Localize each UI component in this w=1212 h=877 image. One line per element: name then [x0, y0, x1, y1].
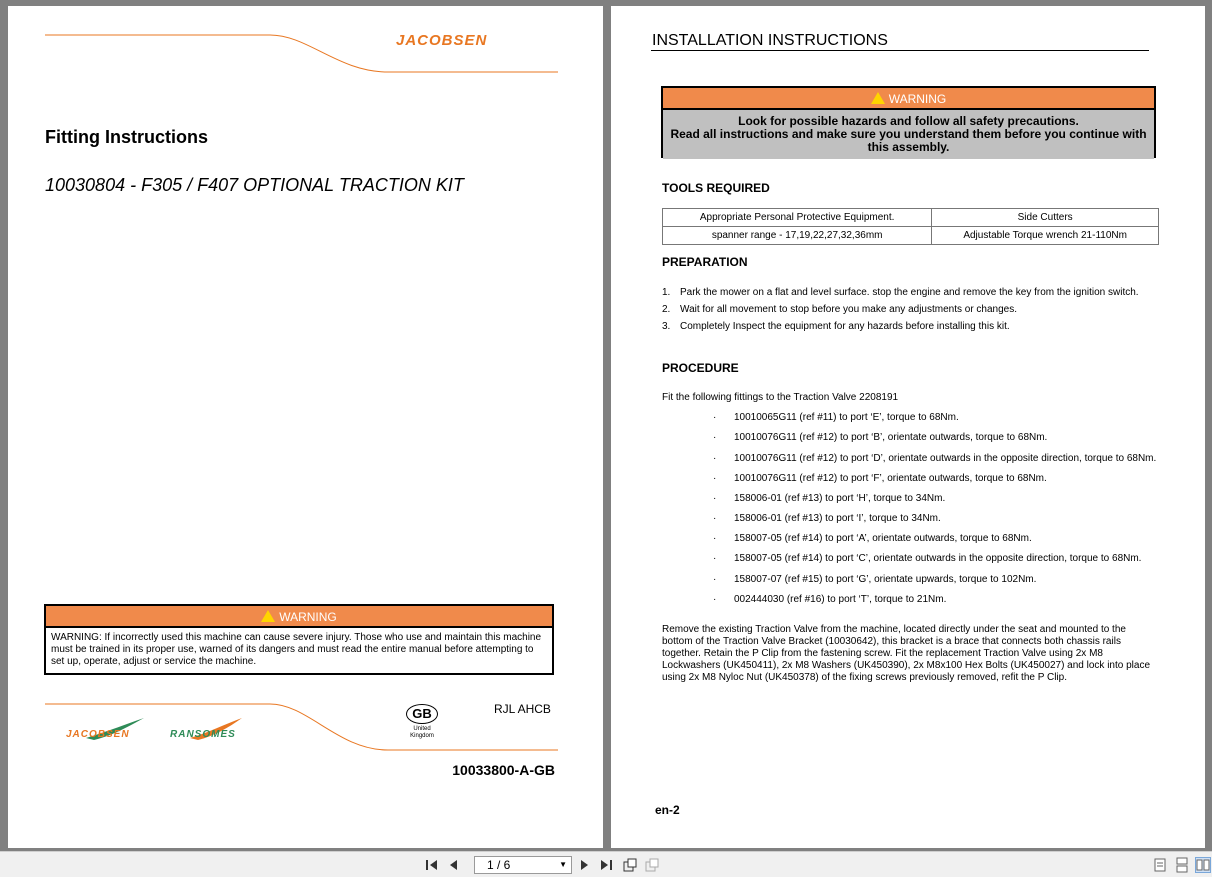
preparation-heading: PREPARATION	[662, 255, 748, 269]
chevron-down-icon: ▼	[559, 860, 567, 869]
tools-heading: TOOLS REQUIRED	[662, 181, 770, 195]
jacobsen-logo: JACOBSEN	[396, 32, 488, 49]
page-title: Fitting Instructions	[45, 127, 208, 147]
rotate-icon[interactable]	[622, 857, 638, 873]
installation-title: INSTALLATION INSTRUCTIONS	[652, 32, 888, 49]
jacobsen-footer-logo: JACOBSEN	[66, 729, 130, 740]
procedure-paragraph: Remove the existing Traction Valve from the machine, located directly under the seat and mounted to the bottom of the Traction Valve Bracket (10030642), this bracket is a brace that connects both chassis rails together. Retain the P Clip from the fastening screw. Fit the replacement Traction Valve using 2x M8 Lockwashers (UK450411), 2x M8 Washers (UK450390), 2x M8x100 Hex Bolts (UK450027) and lock into place using 2x M8 Nyloc Nut (UK450378) of the fixing screws previously removed, refit the P Clip.	[662, 624, 1151, 683]
table-row	[663, 209, 1159, 227]
last-page-icon[interactable]	[598, 857, 614, 873]
title-underline	[651, 50, 1149, 51]
table-cell: Side Cutters	[932, 209, 1159, 227]
table-cell: Adjustable Torque wrench 21-110Nm	[932, 227, 1159, 245]
warning-triangle-icon	[871, 92, 885, 104]
procedure-heading: PROCEDURE	[662, 361, 739, 375]
list-item: 3. Completely Inspect the equipment for any hazards before installing this kit.	[662, 321, 1010, 332]
ransomes-footer-logo: RANSOMES	[170, 729, 236, 740]
warning-triangle-icon	[261, 610, 275, 622]
prev-page-icon[interactable]	[446, 857, 462, 873]
table-row	[663, 227, 1159, 245]
document-code: 10033800-A-GB	[452, 762, 555, 778]
install-warning-header: WARNING	[663, 88, 1154, 110]
document-page-right: INSTALLATION INSTRUCTIONS WARNING Look for possible hazards and follow all safety precautions. Read all instructions and make sure you understand them before you continue with this assembly. TOOLS REQUIRED Appropriate Personal Protective Equipment. Side Cutters spanner range - 17,19,22,27,32,36mm Adjustable Torque wrench 21-110Nm PREPARATION 1. Park the mower on a flat and level surface. stop the engine and remove the key from the ignition switch. 2. Wait for all movement to stop before you make any adjustments or changes. 3. Completely Inspect the equipment for any hazards before installing this kit. PROCEDURE Fit the following fittings to the Traction Valve 2208191 · 10010065G11 (ref #11) to port ‘E’, torque to 68Nm. · 10010076G11 (ref #12) to port ‘B’, orientate outwards, torque to 68Nm. · 10010076G11 (ref #12) to port ‘D’, orientate outwards in the opposite direction, torque to 68Nm. · 10010076G11 (ref #12) to port ‘F’, orientate outwards, torque to 68Nm. · 158006-01 (ref #13) to port ‘H’, torque to 34Nm. · 158006-01 (ref #13) to port ‘I’, torque to 34Nm. · 158007-05 (ref #14) to port ‘A’, orientate outwards, torque to 68Nm. · 158007-05 (ref #14) to port ‘C’, orientate outwards in the opposite direction, torque to 68Nm. · 158007-07 (ref #15) to port ‘G’, orientate upwards, torque to 102Nm. · 002444030 (ref #16) to port ‘T’, torque to 21Nm. Remove the existing Traction Valve from the machine, located directly under the seat and mounted to the bottom of the Traction Valve Bracket (10030642), this bracket is a brace that connects both chassis rails together. Retain the P Clip from the fastening screw. Fit the replacement Traction Valve using 2x M8 Lockwashers (UK450411), 2x M8 Washers (UK450390), 2x M8x100 Hex Bolts (UK450027) and lock into place using 2x M8 Nyloc Nut (UK450378) of the fixing screws previously removed, refit the P Clip. en-2	[611, 6, 1205, 848]
tools-table	[662, 208, 1159, 245]
next-page-icon[interactable]	[576, 857, 592, 873]
viewer-toolbar	[0, 851, 1212, 877]
install-warning-text: Look for possible hazards and follow all safety precautions. Read all instructions and make sure you understand them before you continue with this assembly.	[663, 110, 1154, 159]
header-swoosh-line	[8, 6, 603, 86]
document-ref: RJL AHCB	[494, 702, 551, 716]
procedure-intro: Fit the following fittings to the Traction Valve 2208191	[662, 392, 899, 403]
warning-box	[44, 604, 554, 675]
list-item: 2. Wait for all movement to stop before you make any adjustments or changes.	[662, 304, 1018, 315]
single-page-view-icon[interactable]	[1152, 857, 1168, 873]
page-selector[interactable]: 1 / 6 ▼	[474, 856, 572, 874]
kit-title: 10030804 - F305 / F407 OPTIONAL TRACTION KIT	[45, 175, 464, 195]
country-badge: GB	[406, 704, 438, 724]
copy-icon[interactable]	[644, 857, 660, 873]
install-warning-box	[661, 86, 1156, 158]
warning-text: WARNING: If incorrectly used this machine can cause severe injury. Those who use and maintain this machine must be trained in its proper use, warned of its dangers and must read the entire manual before attempting to set up, operate, adjust or service the machine.	[51, 632, 542, 667]
facing-view-icon[interactable]	[1195, 857, 1211, 873]
table-cell: spanner range - 17,19,22,27,32,36mm	[663, 227, 932, 245]
continuous-view-icon[interactable]	[1174, 857, 1190, 873]
list-item: 1. Park the mower on a flat and level surface. stop the engine and remove the key from the ignition switch.	[662, 287, 1139, 298]
first-page-icon[interactable]	[424, 857, 440, 873]
document-page-left	[8, 6, 603, 848]
warning-header: WARNING	[46, 606, 552, 628]
page-number: en-2	[655, 803, 680, 817]
table-cell: Appropriate Personal Protective Equipment.	[663, 209, 932, 227]
country-name: United Kingdom	[410, 726, 434, 739]
